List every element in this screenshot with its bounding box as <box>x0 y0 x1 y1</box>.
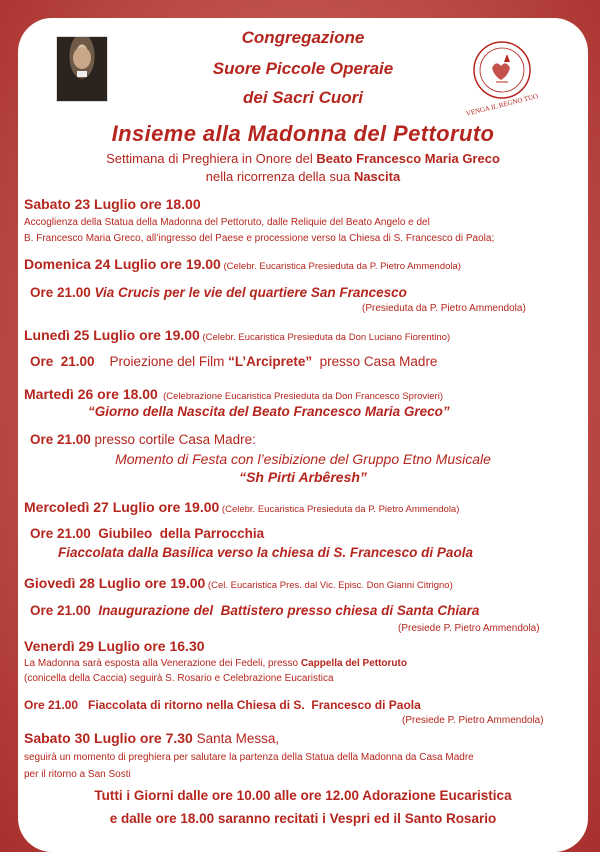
sun24-evening-note: (Presieduta da P. Pietro Ammendola) <box>362 303 526 314</box>
sun24-evening-text: Via Crucis per le vie del quartiere San Francesco <box>94 285 407 300</box>
daily-line-2: e dalle ore 18.00 saranno recitati i Vespri ed il Santo Rosario <box>109 811 497 826</box>
wed27-evening: Ore 21.00 Giubileo della Parrocchia <box>30 526 265 541</box>
flyer-card <box>18 18 588 852</box>
org-line-3: dei Sacri Cuori <box>243 88 363 107</box>
sat23-heading: Sabato 23 Luglio ore 18.00 <box>24 196 201 212</box>
fri29-heading: Venerdì 29 Luglio ore 16.30 <box>24 638 205 654</box>
tue26-evening-text: presso cortile Casa Madre: <box>90 432 256 447</box>
wed27-heading: Mercoledì 27 Luglio ore 19.00 <box>24 499 220 515</box>
sun24-evening <box>30 284 407 302</box>
mon25-note: (Celebr. Eucaristica Presieduta da Don Luciano Fiorentino) <box>199 332 451 343</box>
sat23-line-1: Accoglienza della Statua della Madonna del Pettoruto, dalle Reliquie del Beato Angelo e del <box>24 217 430 228</box>
fri29-evening: Ore 21.00 Fiaccolata di ritorno nella Chiesa di S. Francesco di Paola <box>24 698 421 712</box>
thu28-evening-note: (Presiede P. Pietro Ammendola) <box>398 623 540 634</box>
fri29-line-2: (conicella della Caccia) seguirà S. Rosario e Celebrazione Eucaristica <box>24 673 334 684</box>
sat30-line-2: per il ritorno a San Sosti <box>24 769 131 780</box>
sat23-line-2: B. Francesco Maria Greco, all’ingresso del Paese e processione verso la Chiesa di S. Francesco di Paola; <box>24 233 495 244</box>
daily-line-1: Tutti i Giorni dalle ore 10.00 alle ore 12.00 Adorazione Eucaristica <box>94 788 512 803</box>
sun24-heading: Domenica 24 Luglio ore 19.00 <box>24 256 221 272</box>
mon25-evening-time: Ore 21.00 <box>30 354 95 369</box>
tue26-evening <box>30 432 256 447</box>
fri29-line-1-bold: Cappella del Pettoruto <box>300 658 407 669</box>
wed27-line <box>24 499 459 517</box>
sun24-line <box>24 256 461 274</box>
tue26-note: (Celebrazione Eucaristica Presieduta da Don Francesco Sprovieri) <box>157 391 443 402</box>
subtitle-2-text: nella ricorrenza della sua <box>205 169 354 184</box>
mon25-line <box>24 327 450 345</box>
page-title: Insieme alla Madonna del Pettoruto <box>111 121 495 146</box>
subtitle-2-bold: Nascita <box>353 169 401 184</box>
mon25-evening-film: “L’Arciprete” <box>228 354 313 369</box>
sun24-evening-time: Ore 21.00 <box>30 285 95 300</box>
subtitle-line-1 <box>18 151 588 166</box>
sat30-line <box>24 730 279 748</box>
org-line-2: Suore Piccole Operaie <box>212 59 394 78</box>
tue26-evening-line-2: Momento di Festa con l’esibizione del Gruppo Etno Musicale <box>115 451 491 467</box>
tue26-heading: Martedì 26 ore 18.00 <box>24 386 158 402</box>
wed27-note: (Celebr. Eucaristica Presieduta da P. Pietro Ammendola) <box>219 504 460 515</box>
thu28-note: (Cel. Eucaristica Pres. dal Vic. Episc. Don Gianni Citrigno) <box>205 580 453 591</box>
fri29-evening-note: (Presiede P. Pietro Ammendola) <box>402 715 544 726</box>
subtitle-line-2 <box>18 169 588 184</box>
org-line-1: Congregazione <box>241 28 365 47</box>
thu28-line <box>24 575 453 593</box>
mon25-evening-post: presso Casa Madre <box>312 354 438 369</box>
seal-motto: VENGA IL REGNO TUO <box>465 92 539 118</box>
sat30-line-1: seguirà un momento di preghiera per salutare la partenza della Statua della Madonna da Casa Madre <box>24 752 474 763</box>
sun24-note: (Celebr. Eucaristica Presieduta da P. Pietro Ammendola) <box>220 261 461 272</box>
thu28-evening-time: Ore 21.00 <box>30 603 99 618</box>
tue26-evening-time: Ore 21.00 <box>30 432 91 447</box>
tue26-subtitle: “Giorno della Nascita del Beato Francesco Maria Greco” <box>88 404 450 419</box>
subtitle-1-bold: Beato Francesco Maria Greco <box>316 151 500 166</box>
thu28-heading: Giovedì 28 Luglio ore 19.00 <box>24 575 206 591</box>
mon25-evening <box>30 354 437 369</box>
sat30-tail: Santa Messa, <box>192 731 280 746</box>
wed27-evening-line-2: Fiaccolata dalla Basilica verso la chiesa di S. Francesco di Paola <box>58 545 473 560</box>
mon25-evening-pre: Proiezione del Film <box>94 354 229 369</box>
subtitle-1-text: Settimana di Preghiera in Onore del <box>106 151 317 166</box>
tue26-line <box>24 386 443 404</box>
mon25-heading: Lunedì 25 Luglio ore 19.00 <box>24 327 200 343</box>
sat30-heading: Sabato 30 Luglio ore 7.30 <box>24 730 193 746</box>
tue26-evening-line-3: “Sh Pirti Arbêresh” <box>239 469 367 485</box>
thu28-evening <box>30 603 479 618</box>
fri29-line-1-text: La Madonna sarà esposta alla Venerazione dei Fedeli, presso <box>24 658 301 669</box>
fri29-line-1 <box>24 658 407 669</box>
thu28-evening-text: Inaugurazione del Battistero presso chiesa di Santa Chiara <box>98 603 480 618</box>
